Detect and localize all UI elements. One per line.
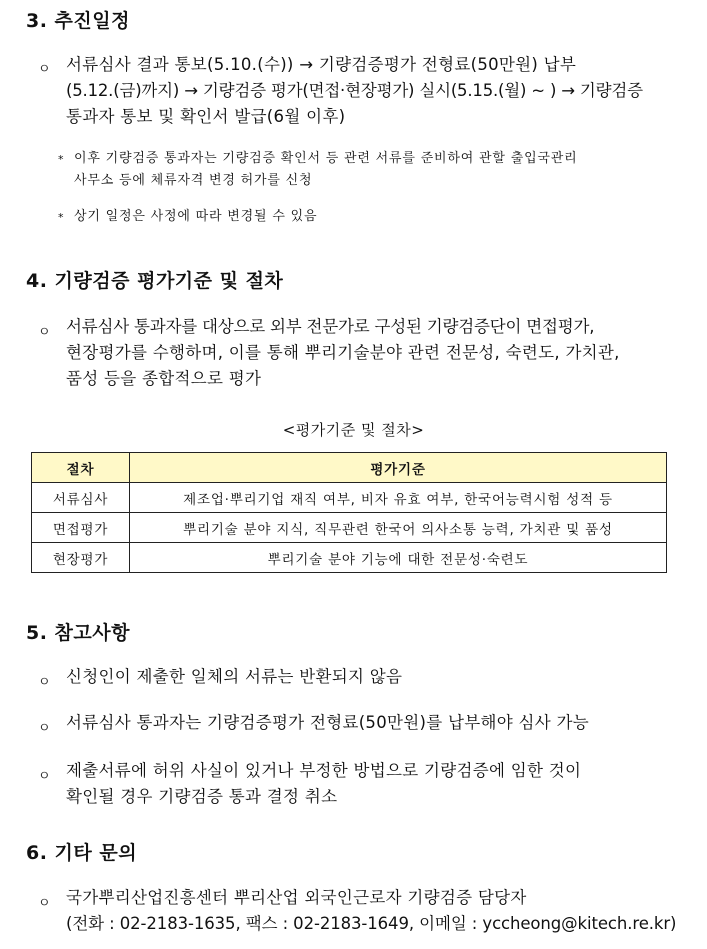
table-row: [32, 543, 667, 573]
table-row: [32, 483, 667, 513]
section-title-schedule: 3. 추진일정: [26, 10, 130, 32]
criteria-cell: 뿌리기술 분야 기능에 대한 전문성·숙련도: [130, 543, 667, 573]
procedure-cell: 서류심사: [32, 483, 130, 513]
notes-line: 확인될 경우 기량검증 통과 결정 취소: [66, 787, 338, 806]
section-title-notes: 5. 참고사항: [26, 622, 130, 644]
asterisk-icon: *: [58, 211, 65, 224]
schedule-line: 통과자 통보 및 확인서 발급(6월 이후): [66, 107, 346, 126]
notes-line: 서류심사 통과자는 기량검증평가 전형료(50만원)를 납부해야 심사 가능: [66, 713, 590, 732]
note-line: 상기 일정은 사정에 따라 변경될 수 있음: [74, 209, 318, 224]
header-criteria: 평가기준: [130, 453, 667, 483]
criteria-cell: 뿌리기술 분야 지식, 직무관련 한국어 의사소통 능력, 가치관 및 품성: [130, 513, 667, 543]
contact-paragraph: [66, 885, 677, 937]
procedure-cell: 면접평가: [32, 513, 130, 543]
note-line: 이후 기량검증 통과자는 기량검증 확인서 등 관련 서류를 준비하여 관할 출입국관리: [74, 151, 578, 166]
contact-line: (전화 : 02-2183-1635, 팩스 : 02-2183-1649, 이메일 : yccheong@kitech.re.kr): [66, 914, 677, 933]
notes-item: [66, 664, 667, 690]
header-procedure: 절차: [32, 453, 130, 483]
section-title-criteria: 4. 기량검증 평가기준 및 절차: [26, 270, 284, 292]
section-title-contact: 6. 기타 문의: [26, 842, 138, 864]
notes-item: [66, 710, 667, 736]
schedule-note: [58, 206, 669, 228]
bullet-icon: ㅇ: [38, 325, 51, 340]
note-line: 사무소 등에 체류자격 변경 허가를 신청: [74, 173, 313, 188]
schedule-paragraph: [66, 52, 667, 130]
bullet-icon: ㅇ: [38, 769, 51, 784]
schedule-note: [58, 148, 669, 192]
bullet-icon: ㅇ: [38, 62, 51, 77]
criteria-table: [31, 452, 667, 573]
schedule-line: (5.12.(금)까지) → 기량검증 평가(면접·현장평가) 실시(5.15.(월) ~ ) → 기량검증: [66, 81, 643, 100]
table-caption: <평가기준 및 절차>: [282, 421, 425, 439]
schedule-line: 서류심사 결과 통보(5.10.(수)) → 기량검증평가 전형료(50만원) 납부: [66, 55, 577, 74]
bullet-icon: ㅇ: [38, 721, 51, 736]
notes-line: 제출서류에 허위 사실이 있거나 부정한 방법으로 기량검증에 임한 것이: [66, 761, 582, 780]
bullet-icon: ㅇ: [38, 675, 51, 690]
contact-line: 국가뿌리산업진흥센터 뿌리산업 외국인근로자 기량검증 담당자: [66, 888, 527, 907]
notes-item: [66, 758, 667, 810]
table-row: [32, 513, 667, 543]
criteria-line: 서류심사 통과자를 대상으로 외부 전문가로 구성된 기량검증단이 면접평가,: [66, 317, 595, 336]
table-header-row: [32, 453, 667, 483]
criteria-paragraph: [66, 314, 667, 392]
asterisk-icon: *: [58, 153, 65, 166]
bullet-icon: ㅇ: [38, 896, 51, 911]
criteria-cell: 제조업·뿌리기업 재직 여부, 비자 유효 여부, 한국어능력시험 성적 등: [130, 483, 667, 513]
procedure-cell: 현장평가: [32, 543, 130, 573]
criteria-line: 현장평가를 수행하며, 이를 통해 뿌리기술분야 관련 전문성, 숙련도, 가치관,: [66, 343, 620, 362]
criteria-line: 품성 등을 종합적으로 평가: [66, 369, 262, 388]
notes-line: 신청인이 제출한 일체의 서류는 반환되지 않음: [66, 667, 403, 686]
